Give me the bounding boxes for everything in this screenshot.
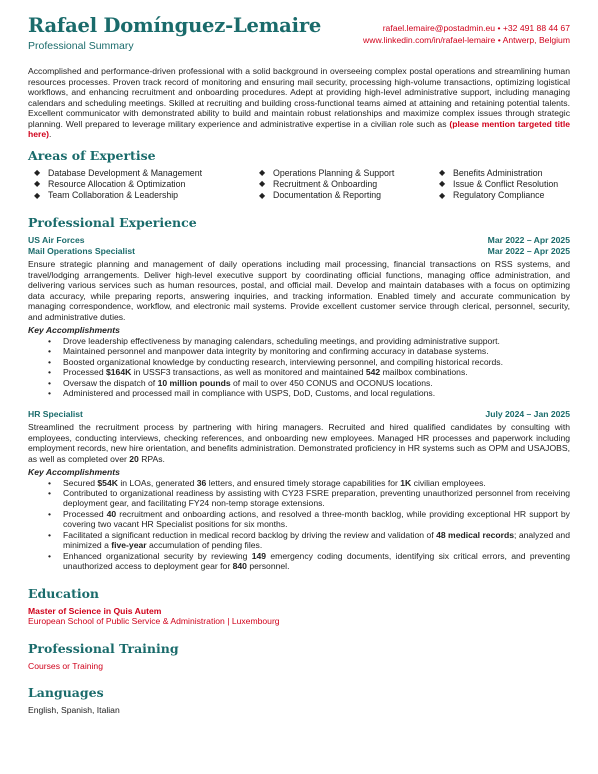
expertise-item: ◆ Operations Planning & Support [259,167,395,178]
job-title-dates: Mar 2022 – Apr 2025 [487,245,570,256]
training-text: Courses or Training [28,660,103,671]
list-item: • Oversaw the dispatch of 10 million pounds of mail to over 450 CONUS and OCONUS locations. [52,378,570,388]
summary-text: Accomplished and performance-driven professional with a solid background in overseeing complex postal operations and streamlining human resources processes. Proven track record of monitoring and ensuring mail security, processing high-volume transactions, optimizing logistical workflows, and enhancing recruitment and onboarding procedures. Adept at providing high-level administrative support, including managing calendars and scheduling meetings. Skilled at recruiting and building cross-functional teams aimed at attaining and retaining potential talents. Excellent communicator with demonstrated ability to build and maintain robust relationships and maximize complex issues through strategic planning. Well prepared to leverage military experience and administrative expertise in a civilian role such as [28,66,570,129]
bullet-icon: ◆ [259,190,266,200]
contact-line-email-phone[interactable]: rafael.lemaire@postadmin.eu • +32 491 88 44 67 [382,23,570,33]
bullet-icon: ◆ [439,179,446,189]
expertise-item: ◆ Database Development & Management [34,167,203,178]
list-item: • Secured $54K in LOAs, generated 36 letters, and ensured timely storage capabilities for 1K civilian employees. [52,478,570,488]
job-dates: July 2024 – Jan 2025 [485,408,570,419]
languages-heading: Languages [28,685,104,701]
list-item: • Enhanced organizational security by reviewing 149 emergency coding documents, identifying six critical errors, and preventing unauthorized access to deployment gear for 840 personnel. [52,551,570,572]
job-title: HR Specialist [28,408,83,419]
bullet-icon: ◆ [259,179,266,189]
job-title: Mail Operations Specialist [28,245,135,256]
expertise-heading: Areas of Expertise [28,147,156,163]
contact-info [363,23,570,46]
list-item: • Maintained personnel and manpower data integrity by monitoring and confirming accuracy in database systems. [52,346,570,356]
expertise-item: ◆ Issue & Conflict Resolution [439,178,559,189]
list-item: • Processed $164K in USSF3 transactions, as well as monitored and maintained 542 mailbox combinations. [52,367,570,377]
expertise-item: ◆ Recruitment & Onboarding [259,178,378,189]
bullet-icon: ◆ [439,190,446,200]
job-title-row [28,409,570,419]
experience-heading: Professional Experience [28,215,197,231]
expertise-item: ◆ Resource Allocation & Optimization [34,178,186,189]
key-accomplishments-label: Key Accomplishments [28,325,120,336]
education-heading: Education [28,585,100,601]
bullet-icon: ◆ [439,168,446,178]
expertise-item: ◆ Benefits Administration [439,167,543,178]
job-org-dates: Mar 2022 – Apr 2025 [487,235,570,246]
name-block [28,14,321,53]
key-accomplishments-label: Key Accomplishments [28,467,120,478]
summary-paragraph [28,66,570,139]
candidate-name: Rafael Domínguez-Lemaire [28,14,322,37]
job-org: US Air Forces [28,235,85,246]
summary-highlight: (please mention targeted title here) [28,118,570,140]
list-item: • Facilitated a significant reduction in medical record backlog by driving the review and validation of 48 medical records; analyzed and minimized a five-year accumulation of pending files. [52,530,570,551]
resume-header [28,14,570,53]
languages-text: English, Spanish, Italian [28,705,120,716]
summary-end: . [49,129,52,140]
section-subtitle: Professional Summary [28,40,134,53]
school-name: European School of Public Service & Administration | Luxembourg [28,616,280,627]
expertise-item: ◆ Documentation & Reporting [259,190,382,201]
list-item: • Boosted organizational knowledge by conducting research, interviewing personnel, and compiling historical records. [52,357,570,367]
bullet-icon: ◆ [259,168,266,178]
accomplishments-list [52,478,570,572]
list-item: • Drove leadership effectiveness by managing calendars, scheduling meetings, and providing administrative support. [52,336,570,346]
accomplishments-list [52,336,570,399]
bullet-icon: ◆ [34,190,41,200]
job-entry-hr [28,409,570,572]
list-item: • Contributed to organizational readiness by assisting with CY23 FSRE preparation, preventing unauthorized personnel from receiving deployment gear, and facilitating FY24 non-temp storage extensions. [52,488,570,509]
expertise-item: ◆ Regulatory Compliance [439,190,545,201]
expertise-grid [34,168,570,202]
expertise-item: ◆ Team Collaboration & Leadership [34,190,179,201]
job-entry-mail-ops [28,235,570,398]
degree-title: Master of Science in Quis Autem [28,605,162,616]
bullet-icon: ◆ [34,168,41,178]
job-title-row [28,246,570,256]
training-heading: Professional Training [28,640,179,656]
contact-line-linkedin-location[interactable]: www.linkedin.com/in/rafael-lemaire • Antwerp, Belgium [363,34,570,45]
bullet-icon: ◆ [34,179,41,189]
job-description: Ensure strategic planning and management of daily operations including mail processing, financial transactions on RSS systems, and travel/lodging arrangements. Deliver high-level executive support by coordinating official functions, managing office administration, and delivering various services such as human resources, postal, and official mail. Develop and maintain databases with a focus on optimizing data accuracy, while preparing reports, answering inquiries, and tracking information. Enabled timely and accurate communication by managing correspondence, workflow, and electronic mail systems. Provide excellent customer service through clerical, personnel, security, and administrative duties. [28,259,570,322]
job-org-row [28,235,570,245]
job-description: Streamlined the recruitment process by partnering with hiring managers. Recruited and hired qualified candidates by consulting with employees, conducting interviews, checking references, and onboarding new employees. Managed HR processes and paperwork including employment records, new hire orientation, and benefits administration. Demonstrated proficiency in HR systems such as OPM and USAJOBS, as well as completed over 20 RPAs. [28,422,570,464]
list-item: • Administered and processed mail in compliance with USPS, DoD, Customs, and local regulations. [52,388,570,398]
list-item: • Processed 40 recruitment and onboarding actions, and resolved a three-month backlog, while providing exceptional HR support by covering two vacant HR Specialist positions for six months. [52,509,570,530]
